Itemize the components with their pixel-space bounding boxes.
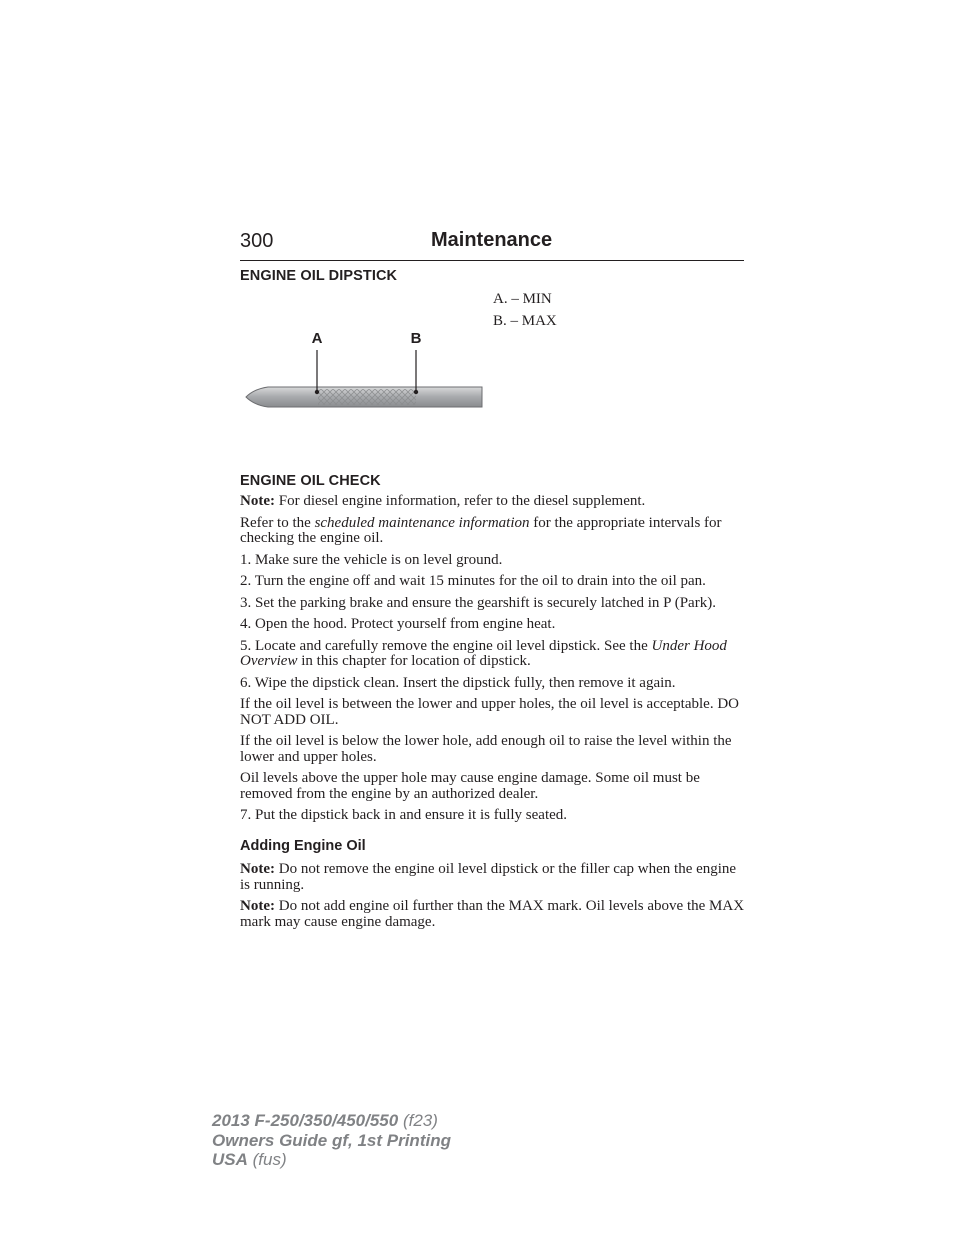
- page-number: 300: [240, 230, 274, 252]
- figure-label-b: B: [410, 330, 422, 347]
- step-6: 6. Wipe the dipstick clean. Insert the dipstick fully, then remove it again.: [240, 674, 676, 691]
- footer-line-guide: Owners Guide gf, 1st Printing: [212, 1130, 451, 1150]
- note-filler-cap: Note: Do not remove the engine oil level dipstick or the filler cap when the engine is running.: [240, 861, 737, 893]
- min-hole-marker: [315, 390, 319, 394]
- paragraph-level-below: If the oil level is below the lower hole, add enough oil to raise the level within the lower and upper holes.: [240, 733, 732, 765]
- scheduled-maintenance-reference: scheduled maintenance information: [314, 514, 530, 531]
- body-text: [240, 494, 746, 936]
- step-7: 7. Put the dipstick back in and ensure it is fully seated.: [240, 807, 568, 823]
- page-title: Maintenance: [431, 229, 553, 251]
- dipstick-illustration: [240, 326, 490, 416]
- dipstick-drawing: [240, 326, 490, 416]
- legend-item-max: B. – MAX: [493, 313, 557, 329]
- step-2: 2. Turn the engine off and wait 15 minutes for the oil to drain into the oil pan.: [240, 573, 706, 589]
- step-4: 4. Open the hood. Protect yourself from engine heat.: [240, 616, 556, 632]
- step-3: 3. Set the parking brake and ensure the gearshift is securely latched in P (Park).: [240, 594, 716, 611]
- document-footer: [212, 1111, 451, 1170]
- note-max-mark: Note: Do not add engine oil further than the MAX mark. Oil levels above the MAX mark may cause engine damage.: [240, 898, 745, 930]
- step-1: 1. Make sure the vehicle is on level ground.: [240, 551, 503, 568]
- dipstick-hatch: [318, 389, 416, 405]
- check-heading: ENGINE OIL CHECK: [240, 473, 381, 489]
- note-label: Note:: [240, 493, 275, 509]
- legend-item-min: A. – MIN: [493, 291, 552, 307]
- refer-paragraph: Refer to the scheduled maintenance information for the appropriate intervals for checking the engine oil.: [240, 514, 722, 546]
- paragraph-level-above: Oil levels above the upper hole may cause engine damage. Some oil must be removed from the engine by an authorized dealer.: [240, 770, 700, 802]
- adding-oil-heading: Adding Engine Oil: [240, 837, 366, 854]
- max-hole-marker: [414, 390, 418, 394]
- figure-label-a: A: [311, 330, 323, 347]
- step-5: 5. Locate and carefully remove the engine oil level dipstick. See the Under Hood Overview in this chapter for location of dipstick.: [240, 637, 727, 669]
- under-hood-reference: Under Hood Overview: [240, 637, 727, 669]
- page-header: [240, 228, 744, 261]
- note-diesel: Note: For diesel engine information, refer to the diesel supplement.: [240, 493, 646, 509]
- footer-line-model: 2013 F-250/350/450/550 (f23): [212, 1111, 438, 1130]
- dipstick-heading: ENGINE OIL DIPSTICK: [240, 268, 398, 284]
- footer-line-region: USA (fus): [212, 1150, 287, 1169]
- paragraph-level-between: If the oil level is between the lower and upper holes, the oil level is acceptable. DO NOT ADD OIL.: [240, 696, 739, 728]
